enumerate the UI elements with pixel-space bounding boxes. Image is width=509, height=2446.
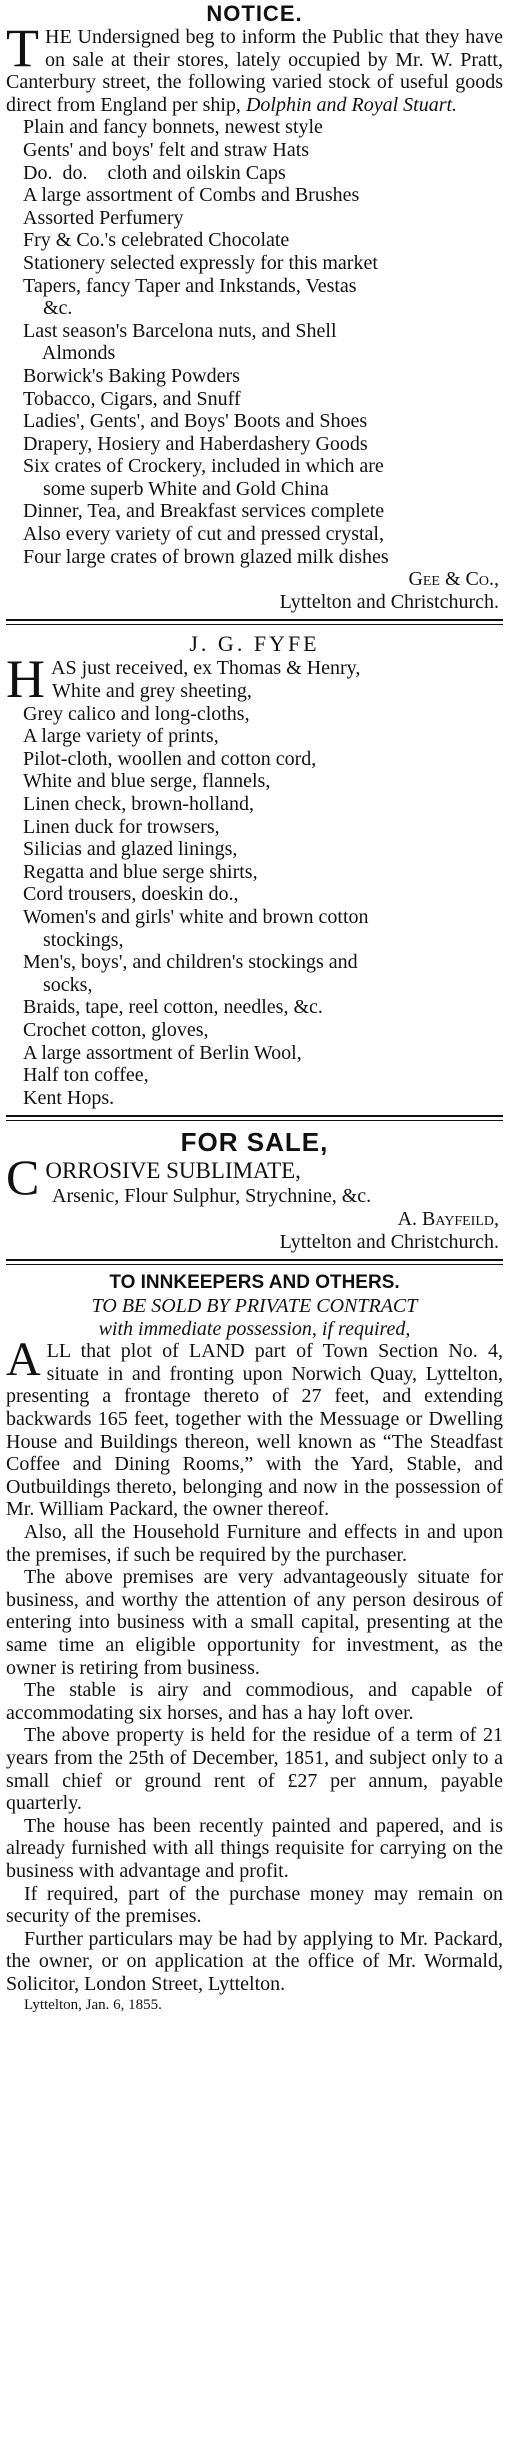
fyfe-item-list — [6, 703, 503, 1110]
list-item: Assorted Perfumery — [23, 206, 184, 229]
notice-signature: Gee & Co., — [408, 568, 499, 591]
list-item: Ladies', Gents', and Boys' Boots and Shoes — [23, 410, 368, 433]
forsale-header: FOR SALE, — [180, 1127, 329, 1158]
column-rule — [6, 1259, 503, 1265]
innkeepers-dropcap: A — [6, 1333, 41, 1387]
list-item: Tapers, fancy Taper and Inkstands, Vestas — [23, 274, 357, 297]
innkeepers-para1 — [6, 1333, 503, 1521]
notice-dropcap: T — [6, 18, 39, 78]
forsale-location: Lyttelton and Christchurch. — [279, 1230, 499, 1253]
forsale-line2: Arsenic, Flour Sulphur, Strychnine, &c. — [52, 1185, 372, 1208]
list-item: Fry & Co.'s celebrated Chocolate — [23, 229, 290, 252]
innkeepers-para4: The stable is airy and commodious, and capable of accommodating six horses, and has a hay loft over. — [6, 1679, 503, 1724]
notice-intro-text: HE Undersigned beg to inform the Public that they have on sale at their stores, lately occupied by Mr. W. Pratt, Canterbury street, the following varied stock of useful goods direct from England per ship, — [6, 26, 503, 116]
list-item: Also every variety of cut and pressed crystal, — [23, 523, 384, 546]
list-item: Regatta and blue serge shirts, — [23, 860, 258, 883]
list-item: Drapery, Hosiery and Haberdashery Goods — [23, 432, 368, 455]
column-rule — [6, 619, 503, 625]
list-item: White and blue serge, flannels, — [23, 770, 271, 793]
list-item: Stationery selected expressly for this market — [23, 251, 378, 274]
newspaper-column — [6, 0, 503, 2014]
list-item: Six crates of Crockery, included in which are — [23, 455, 384, 478]
innkeepers-possession: with immediate possession, if required, — [98, 1317, 411, 1340]
fyfe-dropcap: H — [6, 649, 45, 710]
list-item: A large variety of prints, — [23, 725, 219, 748]
list-item: Four large crates of brown glazed milk dishes — [23, 545, 389, 568]
list-item: Do. do. cloth and oilskin Caps — [23, 161, 286, 184]
fyfe-intro-line1: AS just received, ex Thomas & Henry, — [51, 657, 361, 680]
innkeepers-para8: Further particulars may be had by applying to Mr. Packard, the owner, or on application at the office of Mr. Wormald, Solicitor, London Street, Lyttelton. — [6, 1927, 503, 1995]
notice-header: NOTICE. — [206, 1, 303, 26]
forsale-signature: A. Bayfeild, — [397, 1207, 499, 1230]
list-item: Tobacco, Cigars, and Snuff — [23, 387, 241, 410]
list-item: Borwick's Baking Powders — [23, 364, 240, 387]
list-item: stockings, — [23, 928, 124, 951]
list-item: socks, — [23, 973, 93, 996]
list-item: Crochet cotton, gloves, — [23, 1018, 209, 1041]
fyfe-advertisement — [6, 631, 503, 1109]
list-item: Cord trousers, doeskin do., — [23, 883, 239, 906]
innkeepers-advertisement — [6, 1271, 503, 2013]
list-item: Kent Hops. — [23, 1086, 115, 1109]
fyfe-intro-line2: White and grey sheeting, — [52, 680, 252, 703]
column-rule — [6, 1115, 503, 1121]
notice-intro — [6, 18, 503, 116]
forsale-dropcap: C — [6, 1149, 40, 1206]
notice-item-list — [6, 116, 503, 568]
list-item: Almonds — [23, 342, 116, 365]
innkeepers-subheader: TO BE SOLD BY PRIVATE CONTRACT — [91, 1295, 418, 1318]
innkeepers-para1-text: LL that plot of LAND part of Town Section No. 4, situate in and fronting upon Norwich Quay, Lyttelton, presenting a frontage thereto of 27 feet, and extending backwards 165 feet, together with the Messuage or Dwelling House and Buildings thereon, well known as “The Steadfast Coffee and Dining Rooms,” with the Yard, Stable, and Outbuildings thereto, belonging and now in the possession of Mr. William Packard, the owner thereof. — [6, 1340, 503, 1521]
fyfe-header: J. G. FYFE — [189, 631, 320, 657]
list-item: Gents' and boys' felt and straw Hats — [23, 138, 310, 161]
list-item: Pilot-cloth, woollen and cotton cord, — [23, 747, 317, 770]
innkeepers-para2: Also, all the Household Furniture and effects in and upon the premises, if such be required by the purchaser. — [6, 1521, 503, 1566]
list-item: &c. — [23, 297, 73, 320]
list-item: Silicias and glazed linings, — [23, 838, 238, 861]
innkeepers-para3: The above premises are very advantageously situate for business, and worthy the attention of any person desirous of entering into business with a small capital, presenting at the same time an eligible opportunity for investment, as the owner is retiring from business. — [6, 1566, 503, 1679]
forsale-advertisement — [6, 1127, 503, 1253]
list-item: Grey calico and long-cloths, — [23, 702, 250, 725]
list-item: Linen duck for trowsers, — [23, 815, 220, 838]
innkeepers-para5: The above property is held for the residue of a term of 21 years from the 25th of December, 1851, and subject only to a small chief or ground rent of £27 per annum, payable quarterly. — [6, 1724, 503, 1815]
list-item: Half ton coffee, — [23, 1064, 149, 1087]
list-item: Plain and fancy bonnets, newest style — [23, 116, 323, 139]
list-item: Linen check, brown-holland, — [23, 793, 255, 815]
list-item: some superb White and Gold China — [23, 477, 329, 500]
innkeepers-para6: The house has been recently painted and papered, and is already furnished with all things requisite for carrying on the business with advantage and profit. — [6, 1814, 503, 1882]
innkeepers-para7: If required, part of the purchase money may remain on security of the premises. — [6, 1882, 503, 1928]
list-item: A large assortment of Berlin Wool, — [23, 1041, 302, 1064]
list-item: A large assortment of Combs and Brushes — [23, 184, 360, 207]
notice-advertisement — [6, 2, 503, 613]
list-item: Dinner, Tea, and Breakfast services complete — [23, 500, 385, 523]
notice-ships: Dolphin and Royal Stuart. — [245, 93, 458, 116]
forsale-title-text: ORROSIVE SUBLIMATE, — [45, 1158, 301, 1184]
list-item: Men's, boys', and children's stockings and — [23, 951, 358, 974]
list-item: Women's and girls' white and brown cotton — [23, 905, 369, 928]
innkeepers-dateline: Lyttelton, Jan. 6, 1855. — [24, 1996, 162, 2013]
innkeepers-header: TO INNKEEPERS AND OTHERS. — [109, 1272, 400, 1294]
list-item: Last season's Barcelona nuts, and Shell — [23, 319, 337, 342]
list-item: Braids, tape, reel cotton, needles, &c. — [23, 996, 323, 1019]
notice-location: Lyttelton and Christchurch. — [279, 590, 499, 613]
